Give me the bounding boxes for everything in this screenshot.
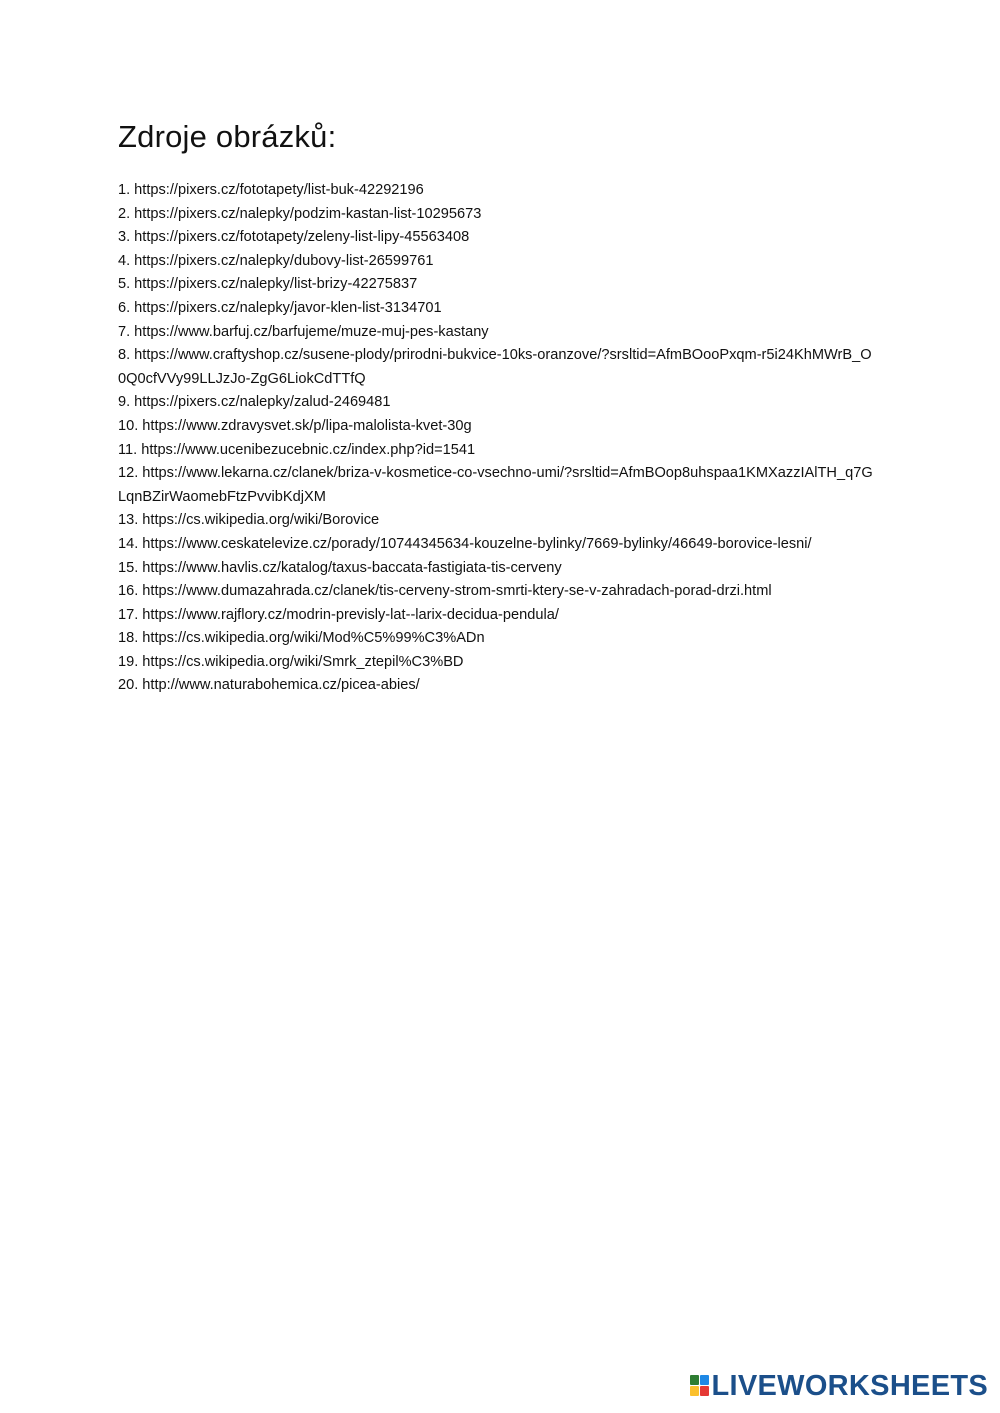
list-item <box>118 250 878 274</box>
source-url: https://pixers.cz/nalepky/javor-klen-list-3134701 <box>134 299 442 316</box>
source-number: 8. <box>118 347 131 364</box>
source-url: https://www.havlis.cz/katalog/taxus-baccata-fastigiata-tis-cerveny <box>142 559 562 576</box>
source-number: 4. <box>118 252 131 269</box>
source-url: https://pixers.cz/nalepky/dubovy-list-26599761 <box>134 252 434 269</box>
source-url: https://www.lekarna.cz/clanek/briza-v-kosmetice-co-vsechno-umi/?srsltid=AfmBOop8uhspaa1KMXazzIAlTH_q7GLqnBZirWaomebFtzPvvibKdjXM <box>118 465 873 505</box>
source-url: https://pixers.cz/nalepky/podzim-kastan-list-10295673 <box>134 205 482 222</box>
list-item <box>118 391 878 415</box>
source-number: 7. <box>118 323 131 340</box>
list-item <box>118 651 878 675</box>
source-number: 13. <box>118 512 139 529</box>
source-url: https://pixers.cz/nalepky/list-brizy-42275837 <box>134 276 418 293</box>
list-item <box>118 462 878 509</box>
source-number: 10. <box>118 417 139 434</box>
source-number: 11. <box>118 441 138 458</box>
liveworksheets-logo[interactable] <box>690 1369 989 1403</box>
source-number: 18. <box>118 630 139 647</box>
page-title: Zdroje obrázků: <box>118 119 337 154</box>
source-number: 3. <box>118 229 131 246</box>
source-url: http://www.naturabohemica.cz/picea-abies/ <box>142 677 420 694</box>
source-url: https://cs.wikipedia.org/wiki/Smrk_ztepil%C3%BD <box>142 653 464 670</box>
list-item <box>118 203 878 227</box>
source-number: 12. <box>118 465 139 482</box>
source-number: 19. <box>118 653 139 670</box>
source-url: https://www.craftyshop.cz/susene-plody/prirodni-bukvice-10ks-oranzove/?srsltid=AfmBOooPxqm-r5i24KhMWrB_O0Q0cfVVy99LLJzJo-ZgG6LiokCdTTfQ <box>118 347 872 387</box>
list-item <box>118 273 878 297</box>
source-number: 16. <box>118 583 139 600</box>
source-url: https://www.rajflory.cz/modrin-previsly-lat--larix-decidua-pendula/ <box>142 606 559 623</box>
source-url: https://cs.wikipedia.org/wiki/Mod%C5%99%C3%ADn <box>142 630 485 647</box>
source-number: 20. <box>118 677 139 694</box>
list-item <box>118 557 878 581</box>
source-number: 1. <box>118 182 131 198</box>
source-url: https://www.zdravysvet.sk/p/lipa-malolista-kvet-30g <box>142 417 472 434</box>
source-number: 2. <box>118 205 131 222</box>
list-item <box>118 344 878 391</box>
image-sources-list <box>118 179 878 698</box>
source-url: https://www.ucenibezucebnic.cz/index.php?id=1541 <box>141 441 476 458</box>
source-url: https://www.barfuj.cz/barfujeme/muze-muj-pes-kastany <box>134 323 489 340</box>
list-item <box>118 415 878 439</box>
list-item <box>118 321 878 345</box>
list-item <box>118 179 878 203</box>
source-number: 15. <box>118 559 139 576</box>
source-number: 5. <box>118 276 131 293</box>
list-item <box>118 533 878 557</box>
source-url: https://www.dumazahrada.cz/clanek/tis-cerveny-strom-smrti-ktery-se-v-zahradach-porad-drzi.html <box>142 583 772 600</box>
list-item <box>118 439 878 463</box>
list-item <box>118 604 878 628</box>
list-item <box>118 226 878 250</box>
source-url: https://www.ceskatelevize.cz/porady/10744345634-kouzelne-bylinky/7669-bylinky/46649-borovice-lesni/ <box>142 535 812 552</box>
logo-text: LIVEWORKSHEETS <box>711 1369 988 1402</box>
list-item <box>118 674 878 698</box>
list-item <box>118 580 878 604</box>
source-url: https://pixers.cz/fototapety/list-buk-42292196 <box>134 182 424 198</box>
source-number: 17. <box>118 606 139 623</box>
list-item <box>118 627 878 651</box>
source-number: 6. <box>118 299 131 316</box>
source-url: https://pixers.cz/fototapety/zeleny-list-lipy-45563408 <box>134 229 470 246</box>
list-item <box>118 297 878 321</box>
source-url: https://cs.wikipedia.org/wiki/Borovice <box>142 512 380 529</box>
source-number: 9. <box>118 394 131 411</box>
list-item <box>118 509 878 533</box>
source-url: https://pixers.cz/nalepky/zalud-2469481 <box>134 394 391 411</box>
liveworksheets-logo-icon <box>690 1375 710 1397</box>
source-number: 14. <box>118 535 139 552</box>
